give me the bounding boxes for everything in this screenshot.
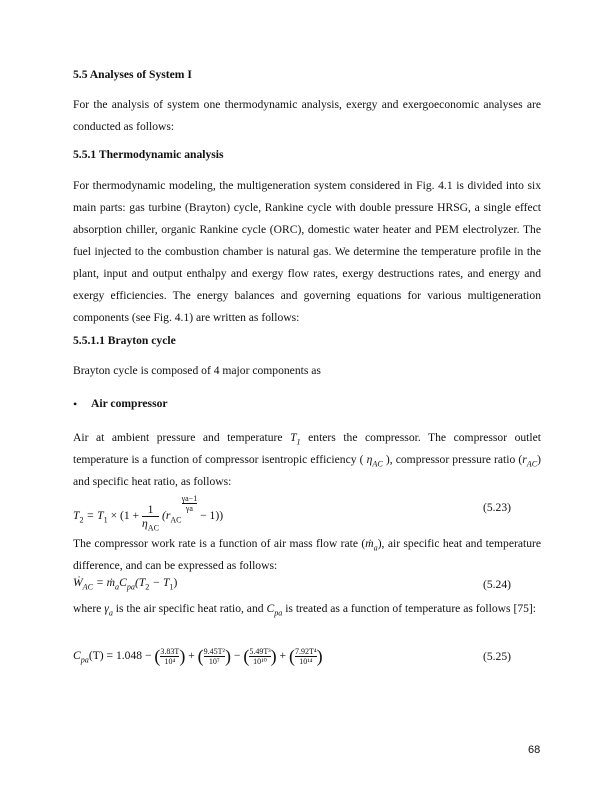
mdot-a: ṁ$_a$: [365, 537, 378, 553]
where-paragraph: where $\gamma_a$ is the air specific heat ratio, and $C_{pa}$ is treated as a function of temperature as follows [75]:: [73, 602, 536, 618]
brayton-paragraph: Brayton cycle is composed of 4 major components as: [73, 364, 321, 377]
gamma-a: $\gamma_a$: [104, 602, 113, 618]
eta-ac: $\eta_{AC}$: [366, 453, 383, 469]
page-number: 68: [528, 744, 541, 756]
air-t1: $T_1$: [290, 431, 301, 447]
cpa: $C_{pa}$: [266, 602, 283, 618]
r-ac: $r_{AC}$: [522, 453, 538, 469]
equation-5-24: Ẇ$_{AC}$ = $ṁ_aC_{pa}(T_2 - T_1)$: [73, 576, 178, 592]
section-title: 5.5 Analyses of System I: [73, 68, 192, 81]
equation-number-5-23: (5.23): [483, 501, 512, 514]
work-paragraph: The compressor work rate is a function of air mass flow rate (ṁ$_a$), air specific heat and temperature difference, and can be expressed as follows:: [73, 537, 542, 572]
air-text-4: ) and specific heat ratio, as follows:: [73, 453, 541, 488]
air-text-2: enters the compressor. The compressor outlet temperature is a function of compressor isentropic efficiency (: [73, 431, 541, 466]
thermo-paragraph: For thermodynamic modeling, the multigeneration system considered in Fig. 4.1 is divided into six main parts: gas turbine (Brayton) cycle, Rankine cycle with double pressure HRSG, a single effect absorption chiller, organic Rankine cycle (ORC), domestic water heater and PEM electrolyzer. The fuel injected to the combustion chamber is natural gas. We determine the temperature profile in the plant, input and output enthalpy and exergy flow rates, exergy destructions rates, and energy and exergy efficiencies. The energy balances and governing equations for various multigeneration components (see Fig. 4.1) are written as follows:: [73, 179, 541, 324]
bullet-label: Air compressor: [91, 397, 168, 410]
equation-number-5-24: (5.24): [483, 578, 512, 591]
bullet-icon: •: [73, 397, 78, 411]
intro-paragraph: For the analysis of system one thermodynamic analysis, exergy and exergoeconomic analyses are conducted as follows:: [73, 98, 541, 133]
air-paragraph: [73, 427, 541, 493]
subsubsection-title: 5.5.1.1 Brayton cycle: [73, 334, 176, 347]
air-text-1: Air at ambient pressure and temperature: [73, 431, 283, 444]
equation-5-25: $C_{pa}(T) = 1.048$ − ( $\frac{3.83T}{\text{10⁴}}$ ) + ( $\frac{\text{9.45T²}}{\text{10⁷}}$ ) − ( $\frac{\text{5.49T³}}{\text{10¹⁰}}$ ) + ( $\frac{\text{7.92T⁴}}{\text{10¹⁴}}$ ): [73, 646, 323, 666]
subsection-title: 5.5.1 Thermodynamic analysis: [73, 148, 224, 161]
air-text-3: ), compressor pressure ratio (: [385, 453, 523, 466]
equation-number-5-25: (5.25): [483, 650, 512, 663]
fraction: $\frac{1}{\eta_{AC}}$: [142, 502, 160, 533]
equation-5-23: $T_2 = T_1 \times (1$ + $\frac{1}{\eta_{AC}}$ ($r_{AC}$ $^{\frac{\gamma a-1}{\gamma a}}$ − 1)): [73, 494, 224, 533]
